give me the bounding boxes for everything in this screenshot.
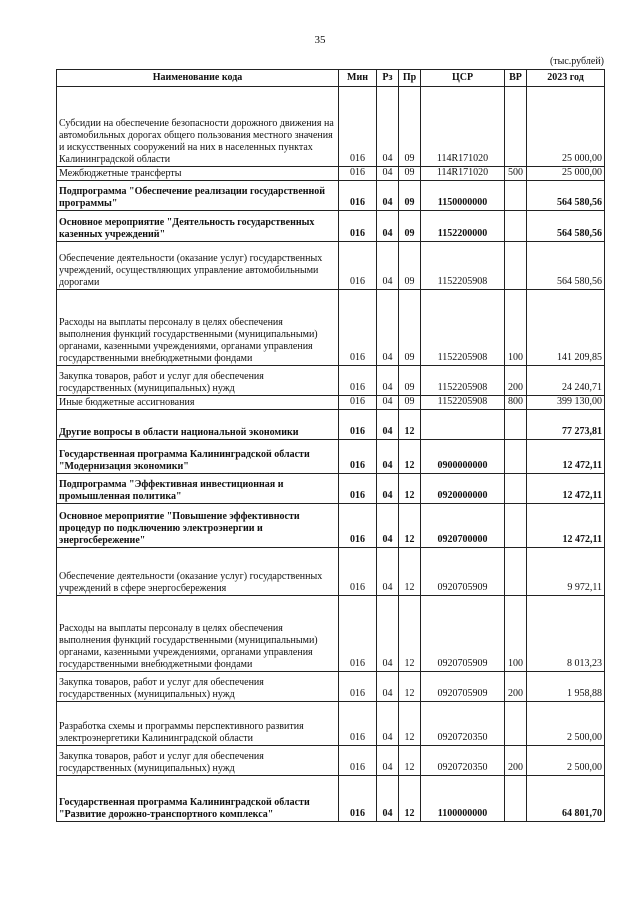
row-amount: 24 240,71 — [527, 366, 605, 396]
row-pr: 12 — [399, 746, 421, 776]
row-vr: 200 — [505, 746, 527, 776]
row-rz: 04 — [377, 290, 399, 366]
row-vr: 200 — [505, 366, 527, 396]
row-name: Государственная программа Калининградской области "Модернизация экономики" — [57, 440, 339, 474]
row-min: 016 — [339, 504, 377, 548]
row-amount: 1 958,88 — [527, 672, 605, 702]
row-amount: 12 472,11 — [527, 440, 605, 474]
row-rz: 04 — [377, 181, 399, 211]
row-pr: 12 — [399, 702, 421, 746]
row-rz: 04 — [377, 596, 399, 672]
table-row — [57, 181, 605, 211]
row-csr: 1152205908 — [421, 396, 505, 410]
row-vr — [505, 702, 527, 746]
table-row — [57, 746, 605, 776]
row-csr: 0920720350 — [421, 746, 505, 776]
row-vr — [505, 440, 527, 474]
row-rz: 04 — [377, 474, 399, 504]
row-vr — [505, 548, 527, 596]
row-name: Межбюджетные трансферты — [57, 167, 339, 181]
page-number: 35 — [314, 34, 326, 46]
table-row — [57, 702, 605, 746]
row-pr: 09 — [399, 167, 421, 181]
row-min: 016 — [339, 596, 377, 672]
row-rz: 04 — [377, 702, 399, 746]
row-min: 016 — [339, 776, 377, 822]
row-name: Разработка схемы и программы перспективного развития электроэнергетики Калининградской области — [57, 702, 339, 746]
row-amount: 25 000,00 — [527, 87, 605, 167]
row-amount: 564 580,56 — [527, 181, 605, 211]
row-vr: 500 — [505, 167, 527, 181]
row-pr: 12 — [399, 440, 421, 474]
header-amount: 2023 год — [527, 70, 605, 87]
row-name: Основное мероприятие "Деятельность государственных казенных учреждений" — [57, 211, 339, 242]
row-csr: 1152205908 — [421, 366, 505, 396]
table-row — [57, 396, 605, 410]
table-row — [57, 211, 605, 242]
row-pr: 12 — [399, 504, 421, 548]
table-row — [57, 366, 605, 396]
row-csr: 0920705909 — [421, 548, 505, 596]
row-rz: 04 — [377, 87, 399, 167]
table-row — [57, 474, 605, 504]
row-amount: 12 472,11 — [527, 474, 605, 504]
row-pr: 12 — [399, 596, 421, 672]
header-min: Мин — [339, 70, 377, 87]
row-pr: 12 — [399, 410, 421, 440]
row-vr — [505, 181, 527, 211]
row-min: 016 — [339, 87, 377, 167]
table-row — [57, 440, 605, 474]
row-name: Подпрограмма "Эффективная инвестиционная и промышленная политика" — [57, 474, 339, 504]
table-row — [57, 290, 605, 366]
row-amount: 9 972,11 — [527, 548, 605, 596]
row-rz: 04 — [377, 366, 399, 396]
row-pr: 12 — [399, 776, 421, 822]
row-name: Закупка товаров, работ и услуг для обеспечения государственных (муниципальных) нужд — [57, 746, 339, 776]
row-csr: 114R171020 — [421, 167, 505, 181]
row-pr: 12 — [399, 548, 421, 596]
row-name: Иные бюджетные ассигнования — [57, 396, 339, 410]
row-csr: 0920705909 — [421, 672, 505, 702]
row-csr: 114R171020 — [421, 87, 505, 167]
row-min: 016 — [339, 410, 377, 440]
row-rz: 04 — [377, 504, 399, 548]
row-csr — [421, 410, 505, 440]
row-min: 016 — [339, 474, 377, 504]
row-rz: 04 — [377, 396, 399, 410]
row-vr — [505, 410, 527, 440]
row-min: 016 — [339, 211, 377, 242]
table-row — [57, 504, 605, 548]
row-pr: 09 — [399, 181, 421, 211]
row-name: Закупка товаров, работ и услуг для обеспечения государственных (муниципальных) нужд — [57, 672, 339, 702]
row-csr: 0900000000 — [421, 440, 505, 474]
row-pr: 09 — [399, 87, 421, 167]
row-amount: 564 580,56 — [527, 211, 605, 242]
row-name: Основное мероприятие "Повышение эффективности процедур по подключению электроэнергии и энергосбережение" — [57, 504, 339, 548]
budget-table — [56, 69, 605, 822]
row-csr: 0920700000 — [421, 504, 505, 548]
row-amount: 77 273,81 — [527, 410, 605, 440]
row-csr: 1152205908 — [421, 290, 505, 366]
header-name: Наименование кода — [57, 70, 339, 87]
row-rz: 04 — [377, 167, 399, 181]
row-name: Подпрограмма "Обеспечение реализации государственной программы" — [57, 181, 339, 211]
row-csr: 1152200000 — [421, 211, 505, 242]
table-header-row — [57, 70, 605, 87]
row-csr: 0920000000 — [421, 474, 505, 504]
row-rz: 04 — [377, 440, 399, 474]
row-rz: 04 — [377, 672, 399, 702]
row-name: Государственная программа Калининградской области "Развитие дорожно-транспортного комплекса" — [57, 776, 339, 822]
row-pr: 09 — [399, 211, 421, 242]
row-pr: 09 — [399, 396, 421, 410]
row-name: Обеспечение деятельности (оказание услуг) государственных учреждений в сфере энергосбережения — [57, 548, 339, 596]
row-rz: 04 — [377, 776, 399, 822]
header-csr: ЦСР — [421, 70, 505, 87]
row-min: 016 — [339, 181, 377, 211]
row-amount: 25 000,00 — [527, 167, 605, 181]
row-rz: 04 — [377, 410, 399, 440]
table-row — [57, 672, 605, 702]
row-vr: 100 — [505, 596, 527, 672]
row-amount: 2 500,00 — [527, 746, 605, 776]
row-rz: 04 — [377, 242, 399, 290]
row-amount: 141 209,85 — [527, 290, 605, 366]
row-amount: 564 580,56 — [527, 242, 605, 290]
row-name: Расходы на выплаты персоналу в целях обеспечения выполнения функций государственными (муниципальными) органами, казенными учреждениями, органами управления государственными внебюджетными фондами — [57, 596, 339, 672]
row-pr: 12 — [399, 672, 421, 702]
row-min: 016 — [339, 396, 377, 410]
table-row — [57, 596, 605, 672]
row-min: 016 — [339, 366, 377, 396]
row-pr: 09 — [399, 242, 421, 290]
row-pr: 09 — [399, 366, 421, 396]
row-name: Другие вопросы в области национальной экономики — [57, 410, 339, 440]
row-vr: 800 — [505, 396, 527, 410]
row-csr: 1100000000 — [421, 776, 505, 822]
row-vr — [505, 504, 527, 548]
header-vr: ВР — [505, 70, 527, 87]
row-min: 016 — [339, 167, 377, 181]
row-csr: 1152205908 — [421, 242, 505, 290]
row-amount: 399 130,00 — [527, 396, 605, 410]
row-rz: 04 — [377, 211, 399, 242]
row-pr: 09 — [399, 290, 421, 366]
row-vr — [505, 242, 527, 290]
row-vr — [505, 776, 527, 822]
row-min: 016 — [339, 440, 377, 474]
row-pr: 12 — [399, 474, 421, 504]
units-label: (тыс.рублей) — [549, 56, 604, 67]
row-name: Закупка товаров, работ и услуг для обеспечения государственных (муниципальных) нужд — [57, 366, 339, 396]
row-name: Обеспечение деятельности (оказание услуг) государственных учреждений, осуществляющих управление автомобильными дорогами — [57, 242, 339, 290]
row-amount: 8 013,23 — [527, 596, 605, 672]
row-csr: 1150000000 — [421, 181, 505, 211]
row-csr: 0920705909 — [421, 596, 505, 672]
row-amount: 12 472,11 — [527, 504, 605, 548]
table-row — [57, 242, 605, 290]
table-row — [57, 776, 605, 822]
row-min: 016 — [339, 672, 377, 702]
table-row — [57, 410, 605, 440]
row-amount: 64 801,70 — [527, 776, 605, 822]
row-min: 016 — [339, 290, 377, 366]
header-pr: Пр — [399, 70, 421, 87]
row-min: 016 — [339, 242, 377, 290]
row-rz: 04 — [377, 548, 399, 596]
row-name: Субсидии на обеспечение безопасности дорожного движения на автомобильных дорогах общего пользования местного значения и искусственных сооружений на них в населенных пунктах Калининградской области — [57, 87, 339, 167]
row-min: 016 — [339, 548, 377, 596]
row-vr — [505, 474, 527, 504]
row-min: 016 — [339, 702, 377, 746]
row-name: Расходы на выплаты персоналу в целях обеспечения выполнения функций государственными (муниципальными) органами, казенными учреждениями, органами управления государственными внебюджетными фондами — [57, 290, 339, 366]
row-rz: 04 — [377, 746, 399, 776]
row-min: 016 — [339, 746, 377, 776]
row-vr: 100 — [505, 290, 527, 366]
row-vr — [505, 87, 527, 167]
row-csr: 0920720350 — [421, 702, 505, 746]
table-row — [57, 167, 605, 181]
header-rz: Рз — [377, 70, 399, 87]
table-row — [57, 87, 605, 167]
row-vr — [505, 211, 527, 242]
row-vr: 200 — [505, 672, 527, 702]
row-amount: 2 500,00 — [527, 702, 605, 746]
table-row — [57, 548, 605, 596]
